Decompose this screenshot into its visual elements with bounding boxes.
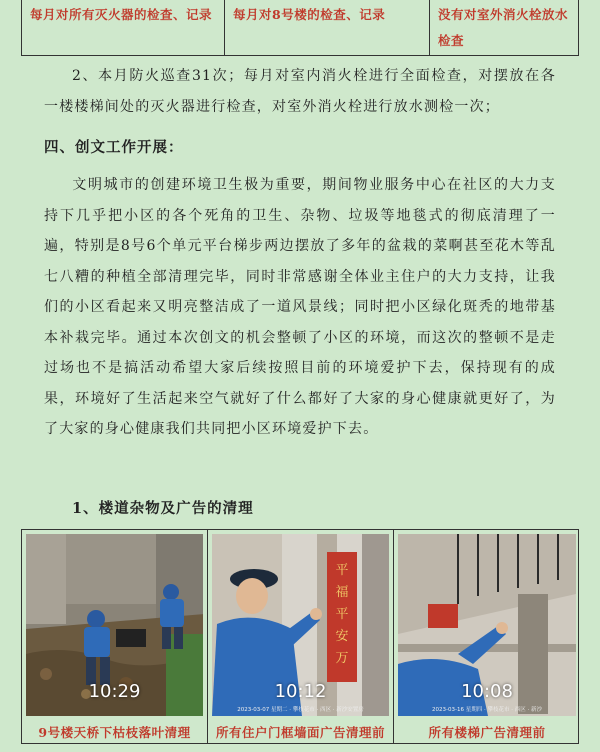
photo-cell	[394, 530, 580, 743]
svg-text:平: 平	[335, 607, 349, 622]
photo-watermark: 2023-03-16 星期四 · 攀枝花市 · 西区 · 新沙	[432, 707, 542, 713]
svg-text:安: 安	[335, 629, 349, 644]
table-cell: 每月对8号楼的检查、记录	[225, 0, 430, 56]
photo-timestamp: 10:08	[461, 681, 513, 702]
photo-caption: 所有住户门框墙面广告清理前	[215, 725, 385, 740]
svg-text:万: 万	[335, 651, 349, 666]
photo-watermark: 2023-03-07 星期二 · 攀枝花市 · 西区 · 新沙安置房	[237, 707, 364, 713]
photo-cell	[208, 530, 394, 743]
fire-inspection-paragraph	[44, 61, 556, 122]
photo-timestamp: 10:12	[274, 681, 327, 702]
photo-caption: 9号楼天桥下枯枝落叶清理	[38, 725, 191, 740]
svg-text:福: 福	[335, 585, 349, 600]
photo-door-frame-cleaning	[212, 534, 389, 716]
paragraph-text: 文明城市的创建环境卫生极为重要，期间物业服务中心在社区的大力支持下几乎把小区的各个死角的卫生、杂物、垃圾等地毯式的彻底清理了一遍，特别是8号6个单元平台梯步两边摆放了多年的盆栽的菜啊甚至花木等乱七八糟的种植全部清理完毕，同时非常感谢全体业主住户的大力支持，让我们的小区看起来又明亮整洁成了一道风景线；同时把小区绿化斑秃的地带基本补栽完毕。通过本次创文的机会整顿了小区的环境，而这次的整顿不是走过场也不是搞活动希望大家后续按照目前的环境爱护下去，保持现有的成果，环境好了生活起来空气就好了什么都好了大家的身心健康就更好了，为了大家的身心健康我们共同把小区环境爱护下去。	[44, 177, 556, 437]
photo-grid	[21, 529, 579, 744]
photo-stairwell-cleaning	[398, 534, 576, 716]
table-cell: 没有对室外消火栓放水检查	[438, 7, 569, 48]
section-heading: 四、创文工作开展：	[44, 139, 184, 156]
photo-cell	[22, 530, 208, 743]
photo-timestamp: 10:29	[88, 681, 141, 702]
photo-leaf-cleanup	[26, 534, 203, 716]
table-cell: 每月对所有灭火器的检查、记录	[22, 0, 225, 56]
paragraph-text: 2、本月防火巡查31次；每月对室内消火栓进行全面检查，对摆放在各一楼楼梯间处的灭火器进行检查，对室外消火栓进行放水测检一次；	[44, 68, 556, 115]
photo-caption: 所有楼梯广告清理前	[428, 725, 546, 740]
civilization-paragraph	[44, 170, 556, 445]
inspection-table	[21, 0, 579, 56]
subsection-heading: 1、楼道杂物及广告的清理	[72, 500, 254, 517]
svg-text:平: 平	[335, 563, 349, 578]
